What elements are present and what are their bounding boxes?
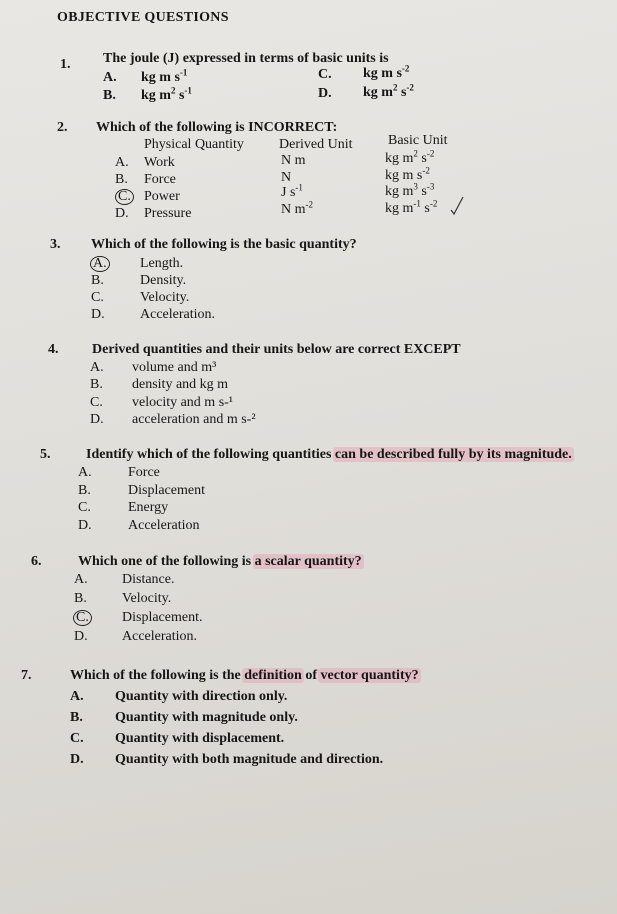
q1-text: The joule (J) expressed in terms of basic units is <box>103 51 389 66</box>
highlighter-mark: vector quantity? <box>320 668 419 683</box>
q2-row-d-basic: kg $m^{-1}$ $s^{-2}$ <box>385 198 438 216</box>
q7-option-d: Quantity with both magnitude and direction. <box>115 752 384 767</box>
q6-text: Which one of the following is a scalar quantity? <box>78 554 362 569</box>
q3-number: 3. <box>50 237 61 252</box>
q6-option-c: Displacement. <box>122 610 203 625</box>
q1-option-c: kg m $s^{-2}$ <box>363 63 410 81</box>
q1-number: 1. <box>60 57 71 72</box>
highlighter-mark: can be described fully by its magnitude. <box>334 447 572 462</box>
q7-option-c-letter: C. <box>70 731 84 746</box>
q2-row-c-derived: J $s^{-1}$ <box>281 182 303 200</box>
q3-option-d-letter: D. <box>91 307 105 322</box>
answer-circle-mark: C. <box>115 189 134 205</box>
handwritten-tick-mark <box>450 196 464 216</box>
highlighter-mark: a scalar quantity? <box>254 554 362 569</box>
highlighter-mark: definition <box>244 668 302 683</box>
q3-option-b: Density. <box>140 273 187 288</box>
q2-row-b-letter: B. <box>115 172 128 187</box>
q3-option-a: Length. <box>140 256 184 271</box>
q3-option-a-letter <box>93 256 110 272</box>
q3-option-c: Velocity. <box>140 290 190 305</box>
q3-option-b-letter: B. <box>91 273 104 288</box>
q2-header-basic: Basic Unit <box>388 133 448 148</box>
answer-circle-mark: A. <box>90 256 110 272</box>
q5-option-a: Force <box>128 465 160 480</box>
q6-number: 6. <box>31 554 42 569</box>
q6-option-a: Distance. <box>122 572 175 587</box>
q4-option-c: velocity and m s-¹ <box>132 395 234 410</box>
q2-row-a-letter: A. <box>115 155 129 170</box>
q6-option-c-letter <box>76 610 92 626</box>
q2-row-b-derived: N <box>281 170 292 185</box>
q2-row-a-basic: kg $m^2$ $s^{-2}$ <box>385 148 435 166</box>
q4-option-c-letter: C. <box>90 395 103 410</box>
q7-text: Which of the following is the definition of vector quantity? <box>70 668 419 683</box>
q5-text: Identify which of the following quantities can be described fully by its magnitude. <box>86 447 572 462</box>
q4-option-a-letter: A. <box>90 360 104 375</box>
q3-text: Which of the following is the basic quantity? <box>91 237 357 252</box>
q5-option-b-letter: B. <box>78 483 91 498</box>
q2-row-d-quantity: Pressure <box>144 206 192 221</box>
q7-option-d-letter: D. <box>70 752 84 767</box>
q4-number: 4. <box>48 342 59 357</box>
q2-header-derived: Derived Unit <box>279 137 353 152</box>
q6-option-d-letter: D. <box>74 629 88 644</box>
q3-option-d: Acceleration. <box>140 307 216 322</box>
q1-option-b-letter: B. <box>103 88 116 103</box>
q3-option-c-letter: C. <box>91 290 104 305</box>
q2-row-c-letter <box>118 189 134 205</box>
q6-option-b-letter: B. <box>74 591 87 606</box>
q2-row-a-derived: N m <box>281 153 306 168</box>
q2-row-c-quantity: Power <box>144 189 180 204</box>
q7-option-c: Quantity with displacement. <box>115 731 285 746</box>
q2-row-b-basic: kg m $s^{-2}$ <box>385 165 430 183</box>
q4-option-d-letter: D. <box>90 412 104 427</box>
q7-option-a: Quantity with direction only. <box>115 689 288 704</box>
q2-row-d-derived: N $m^{-2}$ <box>281 199 313 217</box>
q7-number: 7. <box>21 668 32 683</box>
q2-header-quantity: Physical Quantity <box>144 137 244 152</box>
q2-row-a-quantity: Work <box>144 155 175 170</box>
q4-option-d: acceleration and m s-² <box>132 412 256 427</box>
q5-option-c: Energy <box>128 500 169 515</box>
q6-option-d: Acceleration. <box>122 629 198 644</box>
q6-option-a-letter: A. <box>74 572 88 587</box>
q2-number: 2. <box>57 120 68 135</box>
q1-option-a-letter: A. <box>103 70 117 85</box>
q1-option-b: kg $m^2$ $s^{-1}$ <box>141 85 192 103</box>
q4-option-b: density and kg m <box>132 377 229 392</box>
q1-option-c-letter: C. <box>318 67 332 82</box>
q1-option-d: kg $m^2$ $s^{-2}$ <box>363 82 414 100</box>
q4-option-b-letter: B. <box>90 377 103 392</box>
page-title: OBJECTIVE QUESTIONS <box>57 10 229 25</box>
q7-option-a-letter: A. <box>70 689 84 704</box>
answer-circle-mark: C. <box>73 610 92 626</box>
q5-option-a-letter: A. <box>78 465 92 480</box>
q4-option-a: volume and m³ <box>132 360 217 375</box>
q2-row-b-quantity: Force <box>144 172 176 187</box>
q4-text: Derived quantities and their units below are correct EXCEPT <box>92 342 461 357</box>
q6-option-b: Velocity. <box>122 591 172 606</box>
q7-option-b: Quantity with magnitude only. <box>115 710 298 725</box>
q5-option-d-letter: D. <box>78 518 92 533</box>
q1-option-a: kg m $s^{-1}$ <box>141 67 188 85</box>
q5-option-c-letter: C. <box>78 500 91 515</box>
q5-option-d: Acceleration <box>128 518 200 533</box>
q2-row-d-letter: D. <box>115 206 129 221</box>
q7-option-b-letter: B. <box>70 710 83 725</box>
q5-number: 5. <box>40 447 51 462</box>
q2-text: Which of the following is INCORRECT: <box>96 120 338 135</box>
q2-row-c-basic: kg $m^3$ $s^{-3}$ <box>385 181 435 199</box>
q5-option-b: Displacement <box>128 483 205 498</box>
q1-option-d-letter: D. <box>318 86 332 101</box>
